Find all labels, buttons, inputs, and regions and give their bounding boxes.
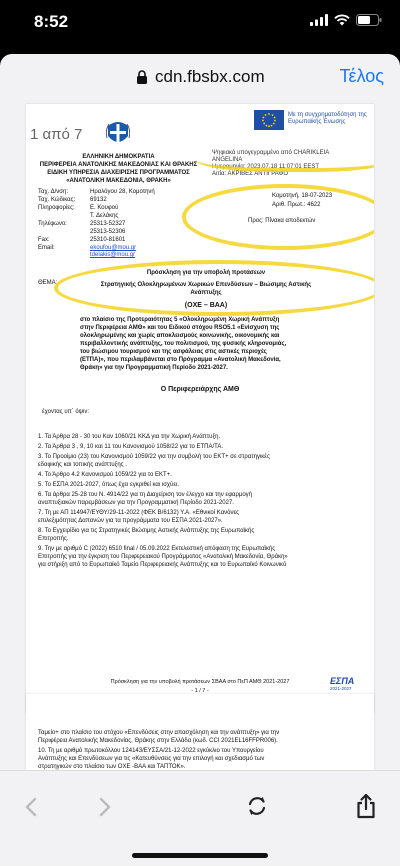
intro-line: ολοκληρωμένης και χωρίς αποκλεισμούς κοινωνικής, οικονομικής και (80, 333, 280, 339)
contact-label: Πληροφορίες: (38, 205, 75, 211)
page2-line: Ανάπτυξης και Επενδύσεων για τις «Κατευθύνσεις για την επιλογή και σχεδιασμό των (38, 756, 265, 762)
item-line: για στήριξη από το Ευρωπαϊκό Ταμείο Περιφερειακής Ανάπτυξης και το Ευρωπαϊκό Κοινωνικό (38, 562, 287, 568)
back-icon[interactable] (24, 797, 38, 817)
eu-cofunding-text: Με τη συγχρηματοδότηση της Ευρωπαϊκής Ένωσης (288, 112, 367, 126)
item-line: 2. Τα Άρθρα 3 , 9, 10 και 11 του Κανονισμού 1058/22 για το ΕΤΠΑ/ΤΑ. (38, 444, 224, 450)
contact-value: 25310-81601 (90, 237, 126, 243)
done-button[interactable]: Τέλος (339, 66, 384, 86)
contact-value: 69132 (90, 197, 107, 203)
subject-line: Στρατηγικής Ολοκληρωμένων Χωρικών Επενδύσεων – Βιώσιμης Αστικής (100, 282, 312, 288)
page-footer: Πρόσκληση για την υποβολή προτάσεων ΣΒΑΑ στο ΠεΠ ΑΜΘ 2021-2027 (110, 679, 290, 685)
org-line: ΠΕΡΙΦΕΡΕΙΑ ΑΝΑΤΟΛΙΚΗΣ ΜΑΚΕΔΟΝΙΑΣ ΚΑΙ ΘΡΑΚΗΣ (39, 162, 198, 168)
browser-sheet (0, 54, 400, 866)
espa-logo-text: ΕΣΠΑ (330, 676, 355, 686)
share-icon[interactable] (356, 793, 376, 819)
signature-line: Ψηφιακά υπογεγραμμένο από CHARIKLEIA (212, 150, 330, 156)
contact-value: Τ. Δελάκης (90, 213, 119, 219)
contact-value: 25313-52327 (90, 221, 126, 227)
url-display[interactable] (136, 67, 265, 87)
page2-line: στρατηγικών στο πλαίσιο των ΟΧΕ -ΒΑΑ και ΤΑΠΤΟΚ». (38, 764, 186, 770)
eu-flag-icon (254, 110, 284, 130)
wifi-icon (334, 14, 350, 26)
status-bar (0, 0, 400, 40)
reload-icon[interactable] (246, 795, 268, 817)
espa-logo (330, 676, 368, 696)
subject-label: ΘΕΜΑ: (38, 280, 58, 286)
subject-line: (ΟΧΕ – ΒΑΑ) (184, 302, 228, 309)
url-text: cdn.fbsbx.com (155, 67, 265, 86)
org-line: «ΑΝΑΤΟΛΙΚΗ ΜΑΚΕΔΟΝΙΑ, ΘΡΑΚΗ» (66, 178, 171, 184)
contact-value: 25313-52306 (90, 229, 126, 235)
contact-label: Ταχ. Δ/νση: (38, 189, 69, 195)
signature-line: ANGELINA (212, 157, 243, 163)
status-icons (310, 14, 382, 26)
item-line: 3. Το Προοίμιο (23) του Κανονισμού 1059/22 για την συμβολή του ΕΚΤ+ σε στρατηγικές (38, 454, 270, 460)
browser-nav-bar (0, 54, 400, 100)
email-link[interactable]: tdelakis@mou.gr (90, 252, 136, 258)
item-line: 1. Τα Άρθρα 28 - 30 του Καν 1060/21 ΚΚΔ για την Χωρική Ανάπτυξη. (38, 434, 221, 440)
item-line: 8. Το Εγχειρίδιο για τις Στρατηγικές Βιώσιμης Αστικής Ανάπτυξης της Ευρωπαϊκής (38, 528, 255, 534)
recipients-line: Προς: Πίνακα αποδεκτών (248, 218, 316, 224)
item-line: Επιτροπής για την έγκριση του Περιφερειακού Προγράμματος «Ανατολική Μακεδονία, Θράκη» (38, 554, 288, 560)
signal-icon (310, 14, 328, 26)
home-indicator (132, 853, 268, 858)
item-line: 4. Το Άρθρο 4.2 Κανονισμού 1059/22 για το ΕΚΤ+. (38, 472, 172, 478)
signature-line: Αιτία: ΑΚΡΙΒΕΣ ΑΝΤΙΓΡΑΦΟ (212, 171, 289, 177)
contact-label: Ταχ. Κώδικας: (38, 197, 76, 203)
contact-value: Ε. Κουφού (90, 205, 119, 211)
status-time: 8:52 (34, 12, 69, 31)
page2-line: Ταμείο+ στο πλαίσιο του στόχου «Επενδύσεις στην απασχόληση και την ανάπτυξη» για την (38, 730, 280, 736)
item-line: εδαφικής και τοπικής ανάπτυξης . (38, 462, 127, 468)
document-page-1 (26, 104, 374, 714)
page2-line: 10. Τη με αριθμό πρωτοκόλλου 124143/ΕΥΣΣΑ/21-12-2022 εγκύκλιο του Υπουργείου (38, 748, 264, 754)
subject-line: Ανάπτυξης (190, 290, 222, 296)
signature-line: Ημερομηνία: 2023.07.18 11:07:01 EEST (212, 164, 320, 170)
intro-line: στην Περιφέρεια ΑΜΘ» και του Ειδικού στόχου RSO5.1 «Ενίσχυση της (80, 325, 280, 331)
protocol-line: Αριθ. Πρωτ.: 4622 (272, 202, 321, 208)
battery-icon (356, 14, 382, 26)
contact-value: Ηραλόγου 28, Κομοτηνή (90, 189, 155, 195)
date-line: Κομοτηνή, 18-07-2023 (272, 193, 333, 199)
item-line: επιλεξιμότητας Δαπανών για τα προγράμματα του ΕΣΠΑ 2021-2027». (38, 518, 223, 524)
intro-line: του βιώσιμου τουρισμού και της ασφάλειας στις αστικές περιοχές (80, 349, 267, 355)
intro-line: (ΕΤΠΑ)», που περιλαμβάνεται στο Πρόγραμμα «Ανατολική Μακεδονία, (80, 357, 281, 363)
page2-line: Περιφέρεια Ανατολικής Μακεδονίας, Θράκης στην Ελλάδα (κωδ. CCI 2021EL16FFPR006). (38, 738, 278, 744)
intro-line: στο πλαίσιο της Προτεραιότητας 5 «Ολοκληρωμένη Χωρική Ανάπτυξη (80, 317, 280, 323)
forward-icon[interactable] (98, 797, 112, 817)
intro-line: Θράκη» για την Προγραμματική Περίοδο 2021-2027. (80, 365, 228, 371)
having-in-mind: έχοντας υπ΄ όψιν: (42, 409, 90, 415)
subject-line: Πρόσκληση για την υποβολή προτάσεων (146, 270, 266, 276)
lock-icon (136, 70, 148, 84)
item-line: 9. Την με αριθμό C (2022) 6510 final / 05.09.2022 Εκτελεστική απόφαση της Ευρωπαϊκής (38, 546, 276, 552)
page-number: - 1 / 7 - (191, 688, 209, 694)
heading-regional-governor: Ο Περιφερειάρχης ΑΜΘ (160, 386, 240, 393)
page-counter: 1 από 7 (30, 126, 83, 143)
greek-emblem-icon (106, 118, 130, 148)
item-line: 5. Το ΕΣΠΑ 2021-2027, όπως έχει εγκριθεί και ισχύει. (38, 482, 179, 488)
intro-line: περιβαλλοντικής ανάπτυξης, του πολιτισμού, της φυσικής κληρονομιάς, (80, 341, 287, 347)
org-line: ΕΙΔΙΚΗ ΥΠΗΡΕΣΙΑ ΔΙΑΧΕΙΡΙΣΗΣ ΠΡΟΓΡΑΜΜΑΤΟΣ (47, 170, 190, 176)
org-line: ΕΛΛΗΝΙΚΗ ΔΗΜΟΚΡΑΤΙΑ (82, 154, 155, 160)
contact-label: Τηλέφωνο: (38, 221, 67, 227)
item-line: αναπτυξιακών παρεμβάσεων για την Προγραμματική Περίοδο 2021-2027. (38, 500, 234, 506)
item-line: Επιτροπής. (38, 536, 69, 542)
item-line: 6. Τα άρθρα 25-28 του Ν. 4914/22 για τη Διαχείριση τον έλεγχο και την εφαρμογή (38, 492, 252, 498)
espa-logo-sub: 2021-2027 (330, 686, 352, 691)
browser-toolbar (0, 770, 400, 866)
contact-label: Email: (38, 245, 55, 251)
item-line: 7. Τη με ΑΠ 114947/ΕΥΘΥ/29-11-2022 (ΦΕΚ Β/6132) Υ.Α. «Εθνικοί Κανόνες (38, 510, 240, 516)
email-link[interactable]: ekoufou@mou.gr (90, 245, 137, 251)
contact-label: Fax: (38, 237, 50, 243)
